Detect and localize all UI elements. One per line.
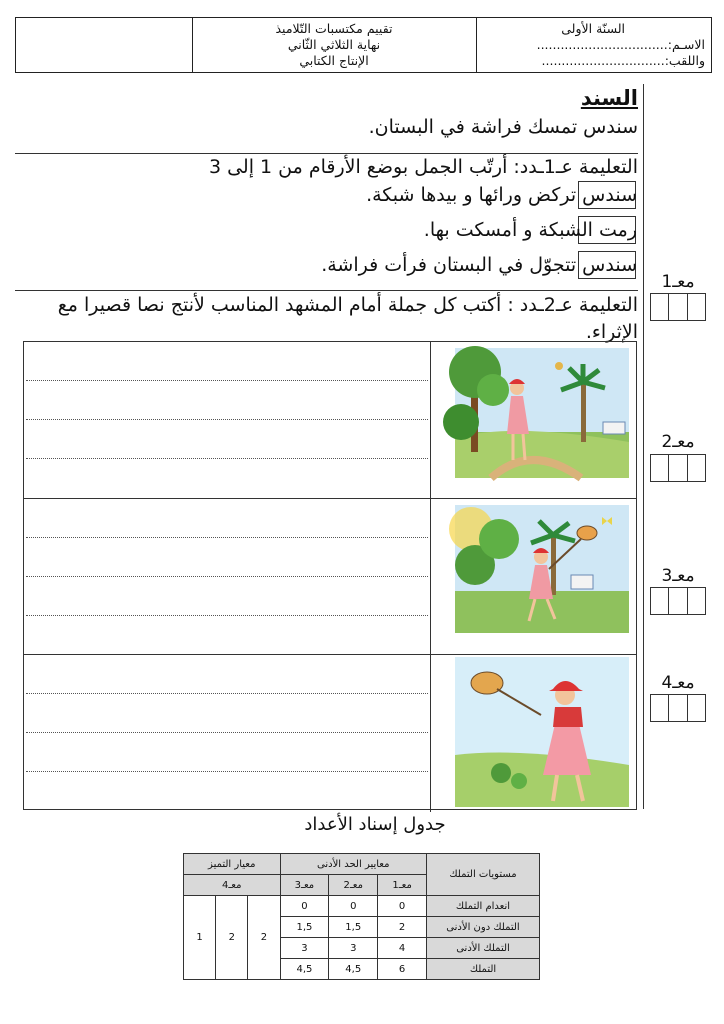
grade-table-title: جدول إسناد الأعداد [304,814,446,835]
writing-line[interactable] [26,732,428,733]
writing-line[interactable] [26,576,428,577]
score-cell: 4,5 [329,959,378,980]
grade-level: السنّة الأولى [561,21,625,36]
writing-line[interactable] [26,693,428,694]
writing-line[interactable] [26,537,428,538]
instruction1-text: التعليمة عـ1ـدد: أرتّب الجمل بوضع الأرقام من 1 إلى 3 [208,156,638,178]
girl-chasing-butterfly-illustration [431,499,635,654]
writing-line[interactable] [26,380,428,381]
sub-header: معـ4 [184,875,281,896]
scene-picture-3 [430,655,636,812]
support-heading: السند [580,86,638,110]
girl-walking-garden-illustration [431,342,635,497]
score-cell: 0 [378,896,427,917]
scene-row-3 [24,654,636,812]
score-cell: 4,5 [280,959,329,980]
header-title-line3: الإنتاج الكتابي [299,53,369,68]
sub-header: معـ3 [280,875,329,896]
support-text: سندس تمسك فراشة في البستان. [368,116,638,138]
writing-line[interactable] [26,615,428,616]
scene-picture-2 [430,499,636,655]
min-criteria-header: معايير الحد الأدنى [280,854,426,875]
level-cell: التملك دون الأدنى [427,917,540,938]
criterion-score-box-2[interactable] [650,454,706,482]
m4-score-cell: 2 [248,896,280,980]
sub-header: معـ2 [329,875,378,896]
header-title-line2: نهاية الثلاثي الثّاني [287,37,381,52]
score-cell: 1,5 [280,917,329,938]
score-cell: 2 [378,917,427,938]
score-cell: 6 [378,959,427,980]
sentence-2: رمت الشبكة و أمسكت بها. [423,219,637,241]
scene-picture-1 [430,342,636,498]
header-table [15,17,712,73]
score-cell: 4 [378,938,427,959]
instruction2-text: التعليمة عـ2ـدد : أكتب كل جملة أمام المشهد المناسب لأنتج نصا قصيرا مع الإثراء. [57,294,638,343]
criterion-score-box-4[interactable] [650,694,706,722]
writing-line[interactable] [26,771,428,772]
name-field[interactable]: الاسـم:................................. [536,37,705,52]
divider [15,290,638,291]
sentence-1: سندس تركض ورائها و بيدها شبكة. [366,184,637,206]
right-margin-rule [643,84,644,809]
scene-row-2 [24,498,636,655]
excellence-header: معيار التميز [184,854,281,875]
levels-header: مستويات التملك [427,854,540,896]
header-title-cell [192,18,477,72]
criterion-score-box-1[interactable] [650,293,706,321]
writing-line[interactable] [26,419,428,420]
sub-header: معـ1 [378,875,427,896]
divider [15,153,638,154]
level-cell: انعدام التملك [427,896,540,917]
scene-row-1 [24,342,636,498]
header-student-cell [477,18,711,72]
criterion-label-4: معـ4 [661,673,695,693]
level-cell: التملك [427,959,540,980]
scenes-table [23,341,637,810]
header-empty-cell [16,18,193,72]
score-cell: 0 [329,896,378,917]
criterion-label-1: معـ1 [661,272,695,292]
surname-field[interactable]: واللقب:............................... [541,53,705,68]
m4-score-cell: 1 [184,896,216,980]
score-cell: 0 [280,896,329,917]
girl-holding-net-illustration [431,655,635,810]
level-cell: التملك الأدنى [427,938,540,959]
score-cell: 1,5 [329,917,378,938]
criterion-label-2: معـ2 [661,432,695,452]
writing-line[interactable] [26,458,428,459]
criterion-label-3: معـ3 [661,566,695,586]
grade-table [183,853,540,980]
header-title-line1: تقييم مكتسبات التّلاميذ [275,21,393,36]
score-cell: 3 [280,938,329,959]
m4-score-cell: 2 [216,896,248,980]
sentence-3: سندس تتجوّل في البستان فرأت فراشة. [321,254,637,276]
score-cell: 3 [329,938,378,959]
criterion-score-box-3[interactable] [650,587,706,615]
